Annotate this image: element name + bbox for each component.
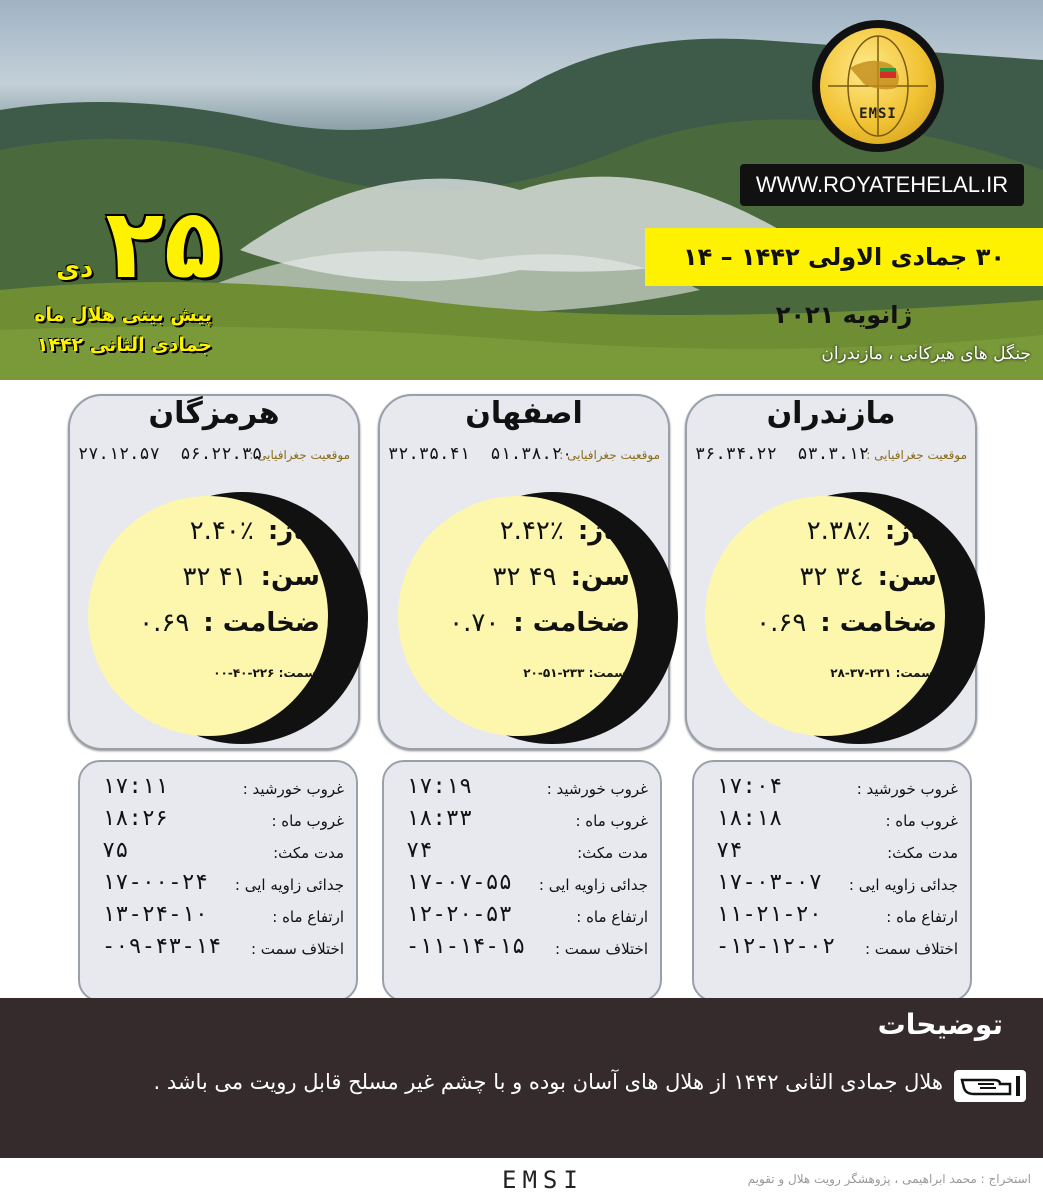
- age-row: سن:۳۲ ۳٤: [799, 562, 937, 592]
- details-card-hormozgan: [78, 760, 358, 1002]
- thickness-row: ضخامت :۰.۶۹: [139, 608, 320, 638]
- lag-row: مدت مکث: ۷۵: [102, 838, 344, 863]
- hero-banner: [0, 0, 1043, 380]
- pointing-hand-icon: [954, 1066, 1026, 1106]
- geo-label: موقعیت جغرافیایی :: [249, 448, 350, 462]
- city-card-isfahan: [378, 394, 670, 750]
- crescent-moon: [398, 490, 666, 750]
- altitude-row: ارتفاع ماه : ۱۳-۲۴-۱۰: [102, 902, 344, 927]
- globe-icon: [820, 28, 936, 144]
- notes-title: توضیحات: [877, 1008, 1003, 1041]
- lag-row: مدت مکث: ۷۴: [406, 838, 648, 863]
- azimuth-row: سمت: ۲۳۱-۳۷-۲۸: [830, 666, 933, 680]
- phase-row: فاز:۲.۳۸٪: [806, 516, 937, 546]
- big-day-number: ۲۵: [105, 188, 223, 300]
- footer-logo: EMSI: [502, 1166, 584, 1194]
- azimuth-row: سمت: ۲۲۶-۴۰-۰۰: [213, 666, 316, 680]
- elongation-row: جدائی زاویه ایی : ۱۷-۰۷-۵۵: [406, 870, 648, 895]
- altitude-row: ارتفاع ماه : ۱۲-۲۰-۵۳: [406, 902, 648, 927]
- azimuth-row: سمت: ۲۳۳-۵۱-۲۰: [523, 666, 626, 680]
- lag-row: مدت مکث: ۷۴: [716, 838, 958, 863]
- moonset-row: غروب ماه : ۱۸:۱۸: [716, 806, 958, 831]
- subtitle-forecast: پیش بینی هلال ماه: [34, 304, 212, 326]
- sunset-row: غروب خورشید : ۱۷:۱۱: [102, 774, 344, 799]
- geo-label: موقعیت جغرافیایی :: [866, 448, 967, 462]
- city-name: هرمزگان: [148, 396, 280, 431]
- sunset-row: غروب خورشید : ۱۷:۱۹: [406, 774, 648, 799]
- geo-coordinates: ۳۲.۳۵.۴۱ ۵۱.۳۸.۲۰: [388, 444, 573, 464]
- geo-coordinates: ۲۷.۱۲.۵۷ ۵۶.۲۲.۳۵: [78, 444, 263, 464]
- azimuth-difference-row: اختلاف سمت : -۰۹-۴۳-۱۴: [102, 934, 344, 959]
- details-card-mazandaran: [692, 760, 972, 1002]
- thickness-row: ضخامت :۰.۶۹: [756, 608, 937, 638]
- subtitle-month: جمادی الثانی ۱۴۴۲: [36, 334, 212, 356]
- geo-label: موقعیت جغرافیایی :: [559, 448, 660, 462]
- azimuth-difference-row: اختلاف سمت : -۱۲-۱۲-۰۲: [716, 934, 958, 959]
- notes-section: [0, 998, 1043, 1158]
- month-name: دی: [56, 254, 94, 284]
- city-name: مازندران: [766, 396, 896, 431]
- logo-text: EMSI: [859, 106, 897, 122]
- phase-row: فاز:۲.۴۰٪: [189, 516, 320, 546]
- website-url[interactable]: WWW.ROYATEHELAL.IR: [740, 164, 1024, 206]
- elongation-row: جدائی زاویه ایی : ۱۷-۰۰-۲۴: [102, 870, 344, 895]
- image-caption: جنگل های هیرکانی ، مازندران: [821, 344, 1031, 364]
- age-row: سن:۳۲ ۴۹: [492, 562, 630, 592]
- altitude-row: ارتفاع ماه : ۱۱-۲۱-۲۰: [716, 902, 958, 927]
- moonset-row: غروب ماه : ۱۸:۳۳: [406, 806, 648, 831]
- emsi-logo: [812, 20, 944, 152]
- moonset-row: غروب ماه : ۱۸:۲۶: [102, 806, 344, 831]
- date-banner: ۳۰ جمادی الاولی ۱۴۴۲ – ۱۴ ژانویه ۲۰۲۱: [645, 228, 1043, 286]
- azimuth-difference-row: اختلاف سمت : -۱۱-۱۴-۱۵: [406, 934, 648, 959]
- age-row: سن:۳۲ ۴۱: [182, 562, 320, 592]
- crescent-moon: [705, 490, 973, 750]
- phase-row: فاز:۲.۴۲٪: [499, 516, 630, 546]
- crescent-moon: [88, 490, 356, 750]
- geo-coordinates: ۳۶.۳۴.۲۲ ۵۳.۳.۱۲: [695, 444, 870, 464]
- elongation-row: جدائی زاویه ایی : ۱۷-۰۳-۰۷: [716, 870, 958, 895]
- credit-text: استخراج : محمد ابراهیمی ، پژوهشگر رویت هلال و تقویم: [747, 1172, 1031, 1186]
- city-card-hormozgan: [68, 394, 360, 750]
- sunset-row: غروب خورشید : ۱۷:۰۴: [716, 774, 958, 799]
- thickness-row: ضخامت :۰.۷۰: [449, 608, 630, 638]
- city-name: اصفهان: [465, 396, 583, 431]
- city-card-mazandaran: [685, 394, 977, 750]
- notes-body: هلال جمادی الثانی ۱۴۴۲ از هلال های آسان بوده و با چشم غیر مسلح قابل رویت می باشد .: [153, 1070, 943, 1094]
- details-card-isfahan: [382, 760, 662, 1002]
